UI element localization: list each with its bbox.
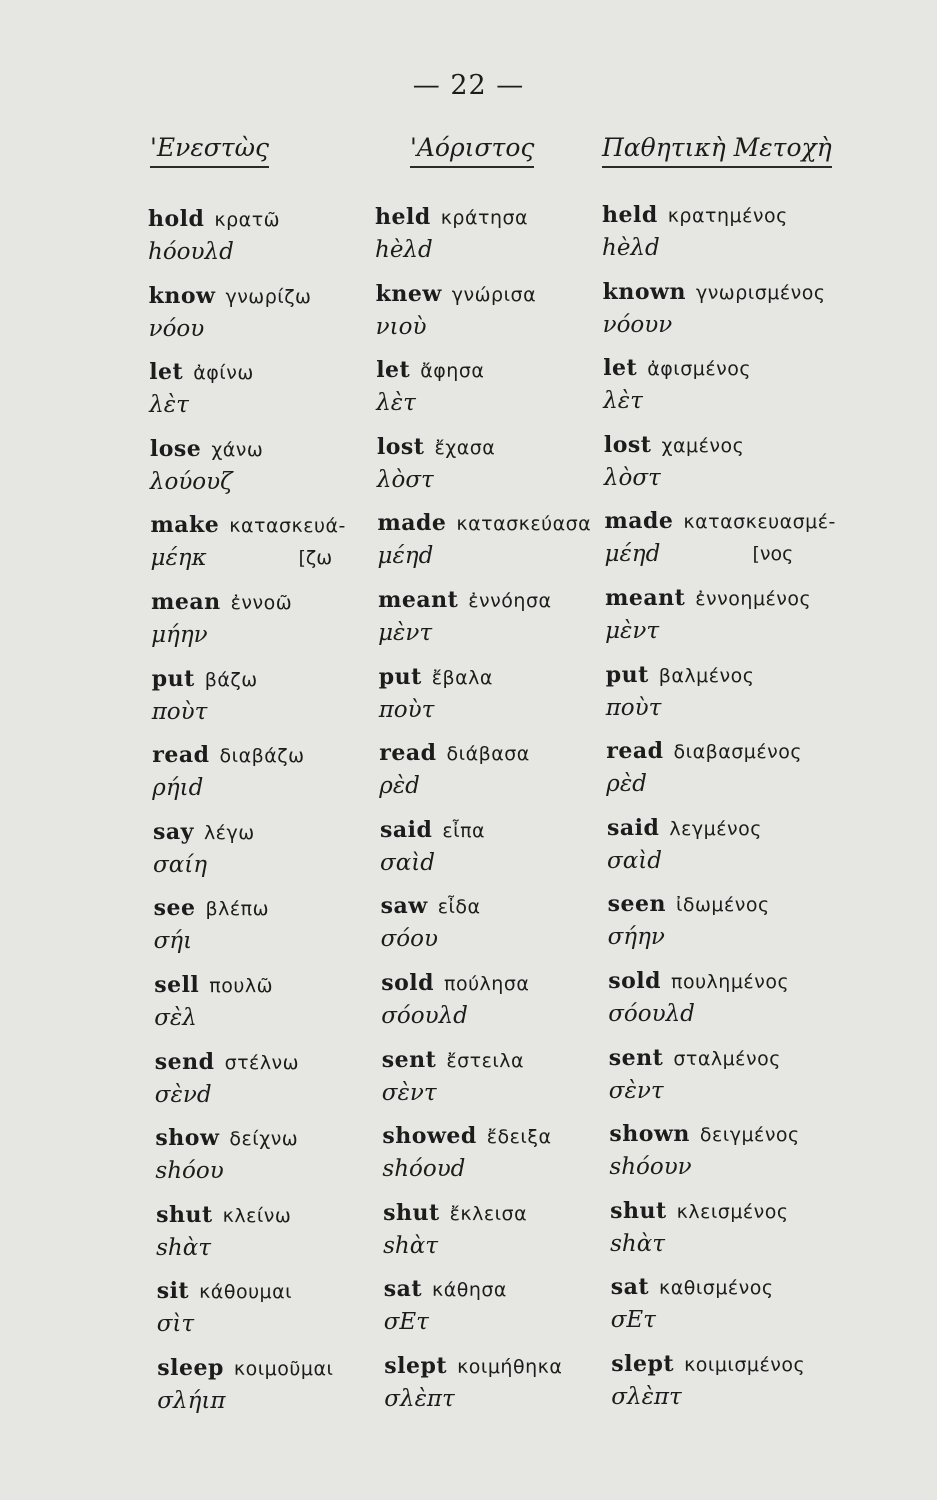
verb-entry-present — [154, 895, 269, 921]
english-verb: meant — [378, 587, 459, 613]
pronunciation: μέηd — [604, 541, 661, 568]
verb-entry-present — [157, 1278, 292, 1304]
verb-entry-participle — [602, 202, 788, 228]
page-number: — 22 — — [412, 70, 525, 101]
greek-translation: γνωρισμένος — [695, 281, 826, 304]
greek-translation: χαμένος — [661, 434, 745, 457]
verb-entry-present — [150, 436, 263, 462]
bracket-continuation: [νος — [752, 543, 794, 566]
pronunciation: σόου — [380, 926, 438, 953]
verb-entry-participle — [608, 968, 789, 994]
english-verb: knew — [375, 280, 442, 307]
english-verb: sold — [381, 970, 434, 996]
verb-entry-aorist — [384, 1353, 562, 1379]
verb-entry-present — [155, 1049, 299, 1075]
english-verb: read — [379, 740, 437, 767]
greek-translation: δειγμένος — [699, 1124, 800, 1147]
english-verb: sat — [383, 1276, 422, 1303]
pronunciation: shόου — [155, 1158, 224, 1185]
greek-translation: κάθησα — [432, 1279, 507, 1302]
english-verb: held — [375, 204, 431, 230]
verb-entry-present — [152, 666, 258, 692]
greek-translation: καθισμένος — [659, 1277, 774, 1300]
pronunciation: hóουλd — [148, 239, 234, 265]
english-verb: read — [152, 742, 210, 769]
pronunciation: λούουζ — [149, 468, 233, 495]
english-verb: read — [606, 738, 664, 765]
greek-translation: ἔδειξα — [486, 1126, 552, 1149]
english-verb: seen — [607, 891, 666, 918]
greek-translation: σταλμένος — [673, 1047, 781, 1070]
header-aorist: 'Αόριστος — [410, 133, 534, 168]
english-verb: sit — [156, 1278, 190, 1305]
english-verb: shown — [609, 1121, 690, 1148]
pronunciation: σὲνd — [154, 1081, 212, 1108]
pronunciation: hèλd — [375, 237, 433, 263]
english-verb: made — [377, 510, 447, 537]
pronunciation: μὲντ — [605, 618, 660, 644]
greek-translation: γνώρισα — [451, 283, 537, 306]
english-verb: showed — [382, 1123, 477, 1150]
verb-entry-participle — [603, 355, 751, 381]
pronunciation: λὲτ — [376, 390, 416, 417]
pronunciation: σὲντ — [381, 1079, 437, 1106]
greek-translation: ἔχασα — [434, 436, 496, 459]
pronunciation: hèλd — [602, 235, 660, 261]
verb-entry-participle — [606, 738, 802, 764]
pronunciation: σήην — [607, 924, 665, 951]
english-verb: hold — [148, 206, 205, 232]
pronunciation: shόουν — [609, 1154, 692, 1181]
english-verb: sell — [154, 972, 200, 998]
greek-translation: ἔβαλα — [431, 666, 493, 689]
verb-entry-present — [155, 1125, 298, 1151]
english-verb: saw — [380, 893, 428, 920]
greek-translation: διάβασα — [446, 743, 530, 766]
pronunciation: νόου — [148, 315, 205, 342]
verb-entry-present — [157, 1355, 333, 1381]
verb-entry-participle — [608, 891, 770, 917]
pronunciation: ποὺτ — [151, 698, 208, 725]
pronunciation: λὲτ — [149, 392, 189, 419]
pronunciation: σEτ — [610, 1307, 656, 1334]
greek-translation: διαβασμένος — [673, 741, 803, 764]
greek-translation: γνωρίζω — [225, 285, 312, 308]
english-verb: shut — [383, 1199, 440, 1226]
greek-translation: κοιμισμένος — [684, 1354, 806, 1376]
pronunciation: σλὲπτ — [384, 1386, 455, 1412]
greek-translation: κρατημένος — [667, 205, 788, 227]
greek-translation: πουλῶ — [209, 975, 274, 997]
pronunciation: σαίη — [153, 851, 208, 878]
pronunciation: μέηd — [377, 543, 434, 570]
english-verb: sat — [610, 1274, 649, 1301]
pronunciation: σόουλd — [381, 1003, 468, 1029]
verb-entry-aorist — [381, 970, 529, 996]
verb-entry-participle — [607, 815, 762, 841]
pronunciation: shὰτ — [383, 1232, 438, 1259]
greek-translation: κλεισμένος — [676, 1200, 789, 1223]
greek-translation: κλείνω — [222, 1204, 292, 1227]
verb-entry-participle — [605, 508, 836, 534]
greek-translation: ἀφίνω — [193, 362, 254, 385]
english-verb: lost — [603, 431, 652, 458]
english-verb: make — [150, 512, 220, 539]
verb-entry-aorist — [376, 357, 484, 383]
english-verb: said — [380, 816, 433, 843]
greek-translation: κατασκεύασα — [456, 513, 592, 536]
greek-translation: ἔκλεισα — [449, 1202, 528, 1225]
greek-translation: κοιμήθηκα — [457, 1356, 563, 1378]
pronunciation: μὲντ — [378, 620, 433, 646]
verb-entry-present — [151, 512, 346, 538]
verb-entry-present — [154, 972, 273, 998]
pronunciation: σήι — [153, 928, 193, 955]
verb-entry-aorist — [378, 510, 592, 536]
greek-translation: στέλνω — [224, 1051, 300, 1074]
english-verb: show — [155, 1125, 220, 1152]
pronunciation: λὸστ — [376, 466, 434, 493]
pronunciation: σόουλd — [608, 1001, 695, 1027]
pronunciation: σλὲπτ — [611, 1384, 682, 1410]
verb-entry-aorist — [384, 1276, 507, 1302]
verb-entry-present — [149, 283, 312, 309]
pronunciation: νόουν — [602, 311, 673, 338]
english-verb: held — [602, 202, 658, 228]
greek-translation: δείχνω — [229, 1128, 299, 1151]
english-verb: slept — [611, 1351, 675, 1377]
header-participle: Παθητικὴ Μετοχὴ — [602, 133, 832, 168]
pronunciation: σαὶd — [380, 849, 435, 876]
bracket-continuation: [ζω — [298, 547, 333, 570]
verb-entry-present — [151, 589, 292, 615]
greek-translation: πούλησα — [444, 973, 530, 995]
greek-translation: ἐννοημένος — [695, 588, 812, 610]
greek-translation: λεγμένος — [669, 817, 762, 840]
english-verb: put — [378, 663, 422, 690]
english-verb: know — [148, 282, 216, 309]
greek-translation: ἀφισμένος — [647, 358, 751, 381]
pronunciation: shὰτ — [156, 1234, 211, 1261]
english-verb: sent — [381, 1046, 437, 1073]
pronunciation: μήην — [151, 622, 208, 648]
english-verb: put — [605, 661, 649, 688]
verb-entry-participle — [604, 432, 744, 458]
english-verb: put — [151, 665, 195, 692]
greek-translation: κατασκευασμέ- — [683, 511, 836, 534]
greek-translation: εἶπα — [442, 819, 486, 842]
verb-entry-aorist — [380, 817, 485, 843]
verb-entry-aorist — [382, 1123, 551, 1149]
english-verb: lose — [149, 435, 202, 462]
pronunciation: σλήιπ — [157, 1388, 226, 1414]
english-verb: shut — [156, 1201, 213, 1228]
english-verb: see — [153, 895, 196, 922]
header-present: 'Ενεστὼς — [150, 133, 269, 168]
verb-entry-participle — [611, 1274, 774, 1300]
pronunciation: ποὺτ — [605, 694, 662, 721]
pronunciation: μέηκ — [150, 545, 207, 572]
verb-entry-aorist — [381, 893, 481, 919]
english-verb: sleep — [157, 1355, 224, 1381]
pronunciation: νιοὺ — [375, 313, 427, 340]
english-verb: sold — [608, 968, 661, 994]
english-verb: let — [376, 357, 411, 384]
greek-translation: ἐννόησα — [468, 590, 552, 612]
verb-entry-participle — [606, 662, 755, 688]
pronunciation: σαὶd — [607, 847, 662, 874]
greek-translation: πουλημένος — [671, 971, 790, 993]
english-verb: made — [604, 508, 674, 535]
pronunciation: ποὺτ — [378, 696, 435, 723]
verb-entry-participle — [610, 1198, 788, 1224]
greek-translation: κράτησα — [440, 207, 529, 229]
english-verb: sent — [608, 1044, 664, 1071]
greek-translation: ἔστειλα — [446, 1049, 525, 1072]
verb-entry-participle — [605, 585, 811, 611]
pronunciation: ρήιd — [152, 775, 204, 802]
english-verb: let — [603, 355, 638, 382]
greek-translation: βάζω — [204, 668, 258, 691]
greek-translation: ἄφησα — [420, 360, 485, 383]
verb-entry-present — [152, 742, 304, 768]
english-verb: shut — [610, 1197, 667, 1224]
greek-translation: λέγω — [203, 821, 255, 844]
pronunciation: σὲλ — [154, 1005, 197, 1031]
greek-translation: κοιμοῦμαι — [233, 1358, 334, 1380]
english-verb: mean — [151, 589, 221, 615]
english-verb: say — [153, 818, 194, 845]
verb-entry-aorist — [383, 1200, 527, 1226]
verb-entry-aorist — [376, 281, 537, 307]
verb-entry-present — [148, 206, 280, 232]
pronunciation: ρὲd — [606, 771, 647, 798]
verb-entry-aorist — [375, 204, 528, 230]
verb-entry-present — [153, 819, 255, 845]
greek-translation: ἰδωμένος — [675, 894, 770, 917]
greek-translation: κρατῶ — [214, 209, 281, 231]
greek-translation: ἐννοῶ — [230, 592, 293, 614]
pronunciation: σEτ — [383, 1309, 429, 1336]
verb-entry-aorist — [378, 587, 551, 613]
english-verb: let — [149, 359, 184, 386]
verb-entry-participle — [611, 1351, 805, 1377]
verb-entry-aorist — [377, 434, 495, 460]
greek-translation: εἶδα — [437, 896, 481, 919]
english-verb: meant — [605, 585, 686, 611]
verb-entry-participle — [609, 1045, 781, 1071]
pronunciation: shὰτ — [610, 1230, 665, 1257]
pronunciation: ρὲd — [379, 773, 420, 800]
verb-entry-aorist — [379, 740, 530, 766]
pronunciation: λὲτ — [603, 388, 643, 415]
pronunciation: shόουd — [382, 1156, 466, 1183]
greek-translation: κάθουμαι — [199, 1281, 293, 1304]
greek-translation: κατασκευά- — [229, 515, 346, 538]
greek-translation: χάνω — [211, 438, 264, 461]
pronunciation: σὲντ — [608, 1077, 664, 1104]
verb-entry-present — [149, 359, 254, 385]
greek-translation: βλέπω — [205, 898, 269, 921]
english-verb: slept — [384, 1353, 448, 1379]
pronunciation: λὸστ — [603, 464, 661, 491]
verb-entry-aorist — [382, 1047, 524, 1073]
verb-entry-participle — [609, 1121, 799, 1147]
verb-entry-present — [156, 1202, 291, 1228]
english-verb: lost — [376, 433, 425, 460]
verb-entry-participle — [603, 279, 826, 305]
english-verb: known — [602, 278, 686, 305]
greek-translation: διαβάζω — [219, 745, 305, 768]
english-verb: said — [607, 814, 660, 841]
verb-entry-aorist — [379, 664, 493, 690]
pronunciation: σὶτ — [156, 1311, 195, 1338]
english-verb: send — [154, 1048, 215, 1075]
greek-translation: βαλμένος — [658, 664, 755, 687]
